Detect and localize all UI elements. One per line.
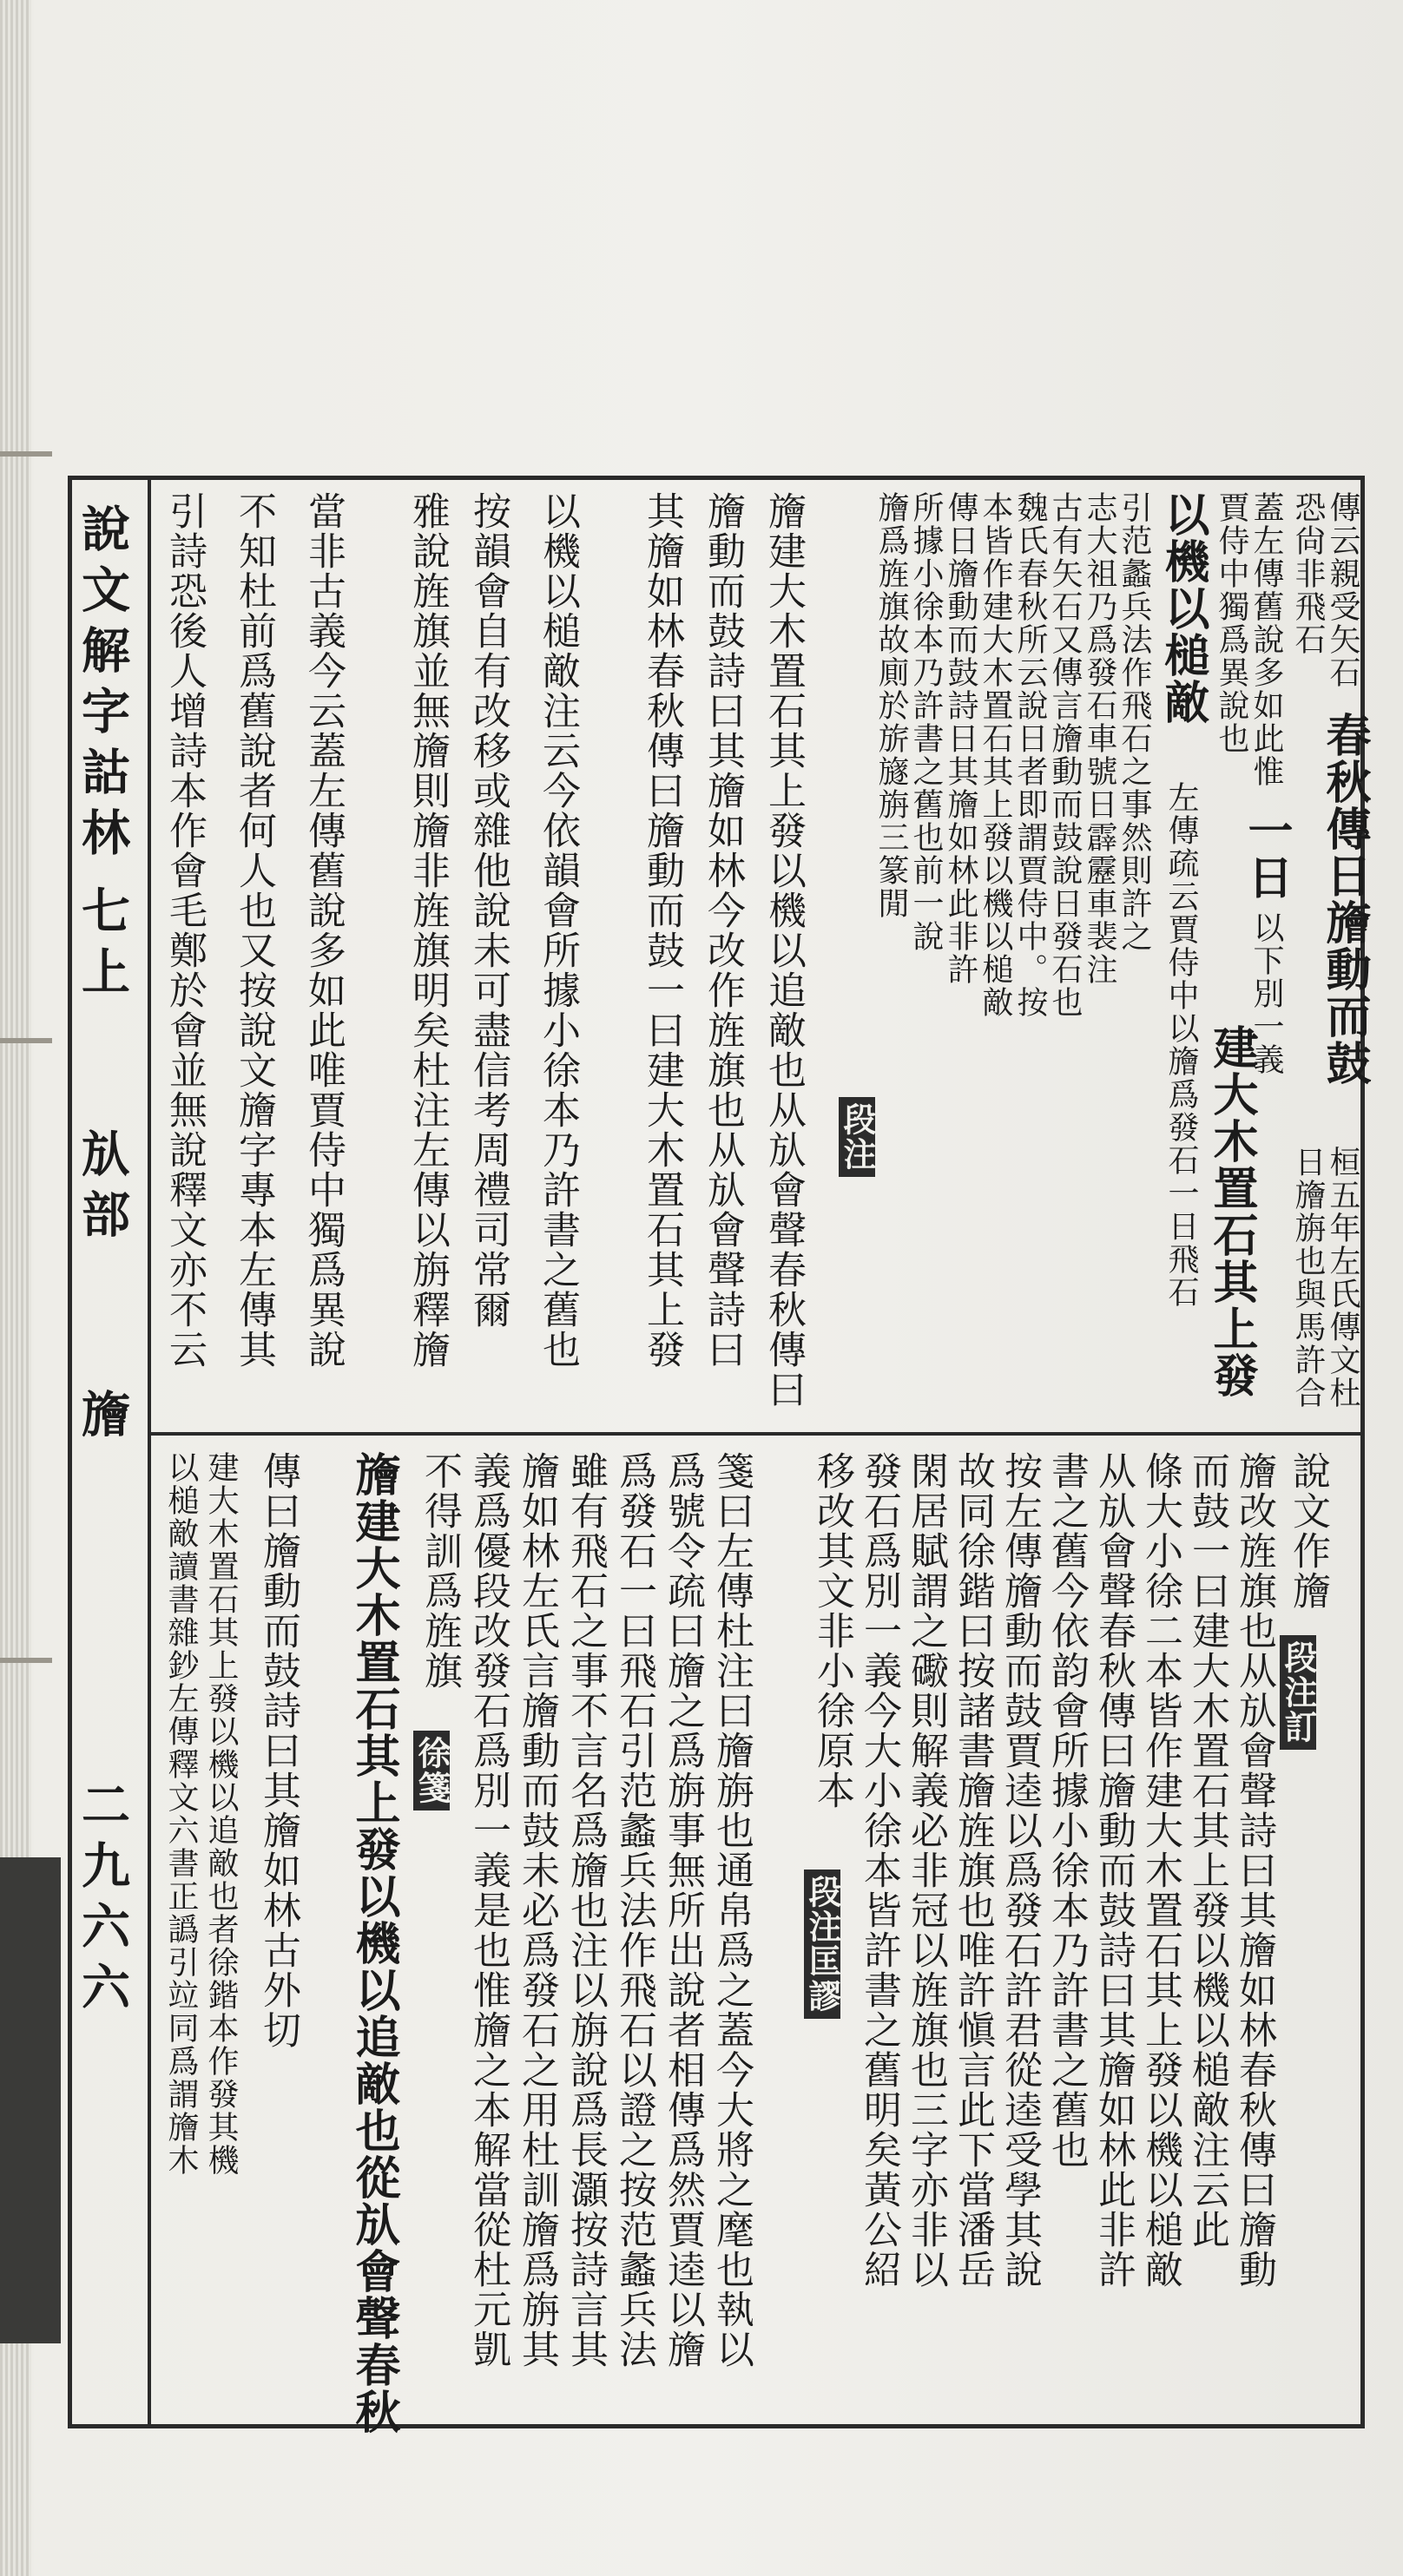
text-column: 傳云親受矢石: [1325, 491, 1360, 689]
xu-jian-badge: [413, 1727, 450, 1814]
text-column: 傳曰旝動而鼓詩曰其旝如林古外切: [256, 1451, 300, 2050]
badge-label: 段注: [839, 1097, 875, 1177]
duan-zhu-ding-badge: [1280, 1632, 1316, 1753]
text-column: 按左傳旝動而鼓賈逵以爲發石許君從逵受學其說: [998, 1451, 1042, 2290]
text-column: 發石爲別一義今大小徐本皆許書之舊明矣黃公紹: [857, 1451, 901, 2290]
text-column: 旝動而鼓詩曰其旝如林今改作旌旗也从㫃會聲詩曰: [701, 491, 745, 1370]
text-column: 不知杜前爲舊說者何人也又按說文旝字專本左傳其: [232, 491, 276, 1370]
text-column: 閑居賦謂之礮則解義必非冠以旌旗也三字亦非以: [904, 1451, 948, 2290]
text-column: 傳日旝動而鼓詩日其旝如林此非許: [943, 491, 978, 986]
text-column: 故同徐鍇曰按諸書旝旌旗也唯許愼言此下當潘岳: [951, 1451, 995, 2290]
text-column: 所據小徐本乃許書之舊也前一說: [908, 491, 944, 953]
text-column: 引詩恐後人增詩本作會毛鄭於會並無說釋文亦不云: [162, 491, 207, 1370]
yi-yue-heading: 一日: [1240, 807, 1293, 901]
text-column: 按韻會自有改移或雜他說未可盡信考周禮司常爾: [466, 491, 510, 1330]
text-column: 从㫃會聲春秋傳曰旝動而鼓詩曰其旝如林此非許: [1091, 1451, 1136, 2290]
text-column: 雅說旌旗並無旝則旝非旌旗明矣杜注左傳以旃釋旝: [405, 491, 450, 1370]
badge-label: 段注匡謬: [804, 1870, 840, 2019]
binding-edge-shadow: [0, 1857, 61, 2343]
text-column: 建大木置石其上發以機以追敵也者徐鍇本作發其機: [203, 1451, 239, 2177]
text-column: 賈侍中獨爲異說也: [1214, 491, 1249, 755]
text-column-emphasis: 春秋傳日旝動而鼓: [1318, 712, 1371, 1087]
text-column: 爲號令疏曰旝之爲旃事無所出說者相傳爲然賈逵以旝: [661, 1451, 705, 2369]
headword-column: 旝建大木置石其上發以機以追敵也從㫃會聲春秋: [347, 1451, 400, 2435]
text-column: 魏氏春秋所云說日者即謂賈侍中。按: [1012, 491, 1048, 1019]
text-column: 以槌敵讀書雜鈔左傳釋文六書正譌引竝同爲謂旝木: [163, 1451, 199, 2177]
text-column-note: 以下別一義: [1248, 911, 1284, 1076]
text-column: 本皆作建大木置石其上發以機以槌敵: [978, 491, 1013, 1019]
lu-ji-heading: 以機以槌敵: [1156, 491, 1209, 726]
text-column-note: 桓五年左氏傳文杜: [1325, 1146, 1360, 1410]
text-column-note: 左傳疏云賈侍中以旝爲發石一日飛石: [1163, 781, 1199, 1309]
text-column: 箋曰左傳杜注曰旝旃也通帛爲之蓋今大將之麾也執以: [709, 1451, 754, 2369]
jian-da-mu-heading: 建大木置石其上發: [1205, 1024, 1258, 1399]
text-column: 旝如林左氏言旝動而鼓未必爲發石之用杜訓旝爲旃其: [515, 1451, 559, 2369]
text-column: 當非古義今云蓋左傳舊說多如此唯賈侍中獨爲異說: [301, 491, 346, 1370]
volume-label: 七上: [74, 885, 131, 1007]
page-number: 二九六六: [74, 1779, 131, 2022]
text-column: 而鼓一曰建大木置石其上發以機以槌敵注云此: [1185, 1451, 1229, 2250]
text-column-note: 日旝旃也與馬許合: [1290, 1146, 1326, 1410]
text-column: 旝改旌旗也从㫃會聲詩曰其旝如林春秋傳曰旝動: [1232, 1451, 1276, 2290]
text-column: 移改其文非小徐原本: [810, 1451, 854, 1810]
margin-divider: [148, 476, 151, 2428]
badge-label: 段注訂: [1280, 1635, 1316, 1750]
text-column: 其旝如林春秋傳曰旝動而鼓一曰建大木置石其上發: [640, 491, 684, 1370]
text-column: 恐尙非飛石: [1290, 491, 1326, 656]
text-column: 引范蠡兵法作飛石之事然則許之: [1116, 491, 1152, 953]
entry-label: 旝: [74, 1389, 131, 1449]
text-column: 不得訓爲旌旗: [418, 1451, 462, 1691]
text-column: 說文作旝: [1286, 1451, 1330, 1611]
section-divider: [149, 1432, 1365, 1436]
duan-zhu-kuang-miu-badge: [804, 1866, 840, 2022]
text-column: 書之舊今依韵會所據小徐本乃許書之舊也: [1044, 1451, 1089, 2170]
text-column: 條大小徐二本皆作建大木置石其上發以機以槌敵: [1138, 1451, 1182, 2290]
binding-thread: [0, 451, 52, 457]
binding-thread: [0, 1658, 52, 1663]
text-column: 義爲優段改發石爲別一義是也惟旝之本解當從杜元凱: [466, 1451, 510, 2369]
radical-label: 㫃部: [74, 1128, 131, 1250]
text-column: 旝建大木置石其上發以機以追敵也从㫃會聲春秋傳曰: [761, 491, 806, 1410]
duan-zhu-badge: [839, 1094, 875, 1180]
text-column: 雖有飛石之事不言名爲旝也注以旃說爲長灝按詩言其: [563, 1451, 608, 2369]
book-title: 說文解字詁林: [74, 503, 131, 868]
badge-label: 徐箋: [413, 1731, 450, 1810]
text-column: 旝爲旌旗故廁於旂旞旃三篆閒: [873, 491, 909, 920]
text-column: 古有矢石又傳言旝動而鼓說日發石也: [1047, 491, 1083, 1019]
binding-thread: [0, 1038, 52, 1043]
text-column: 以機以槌敵注云今依韻會所據小徐本乃許書之舊也: [536, 491, 580, 1370]
text-column: 爲發石一曰飛石引范蠡兵法作飛石以證之按范蠡兵法: [612, 1451, 656, 2369]
text-column: 志大祖乃爲發石車號日霹靂車裴注: [1082, 491, 1117, 986]
text-column: 蓋左傳舊說多如此惟: [1248, 491, 1284, 788]
